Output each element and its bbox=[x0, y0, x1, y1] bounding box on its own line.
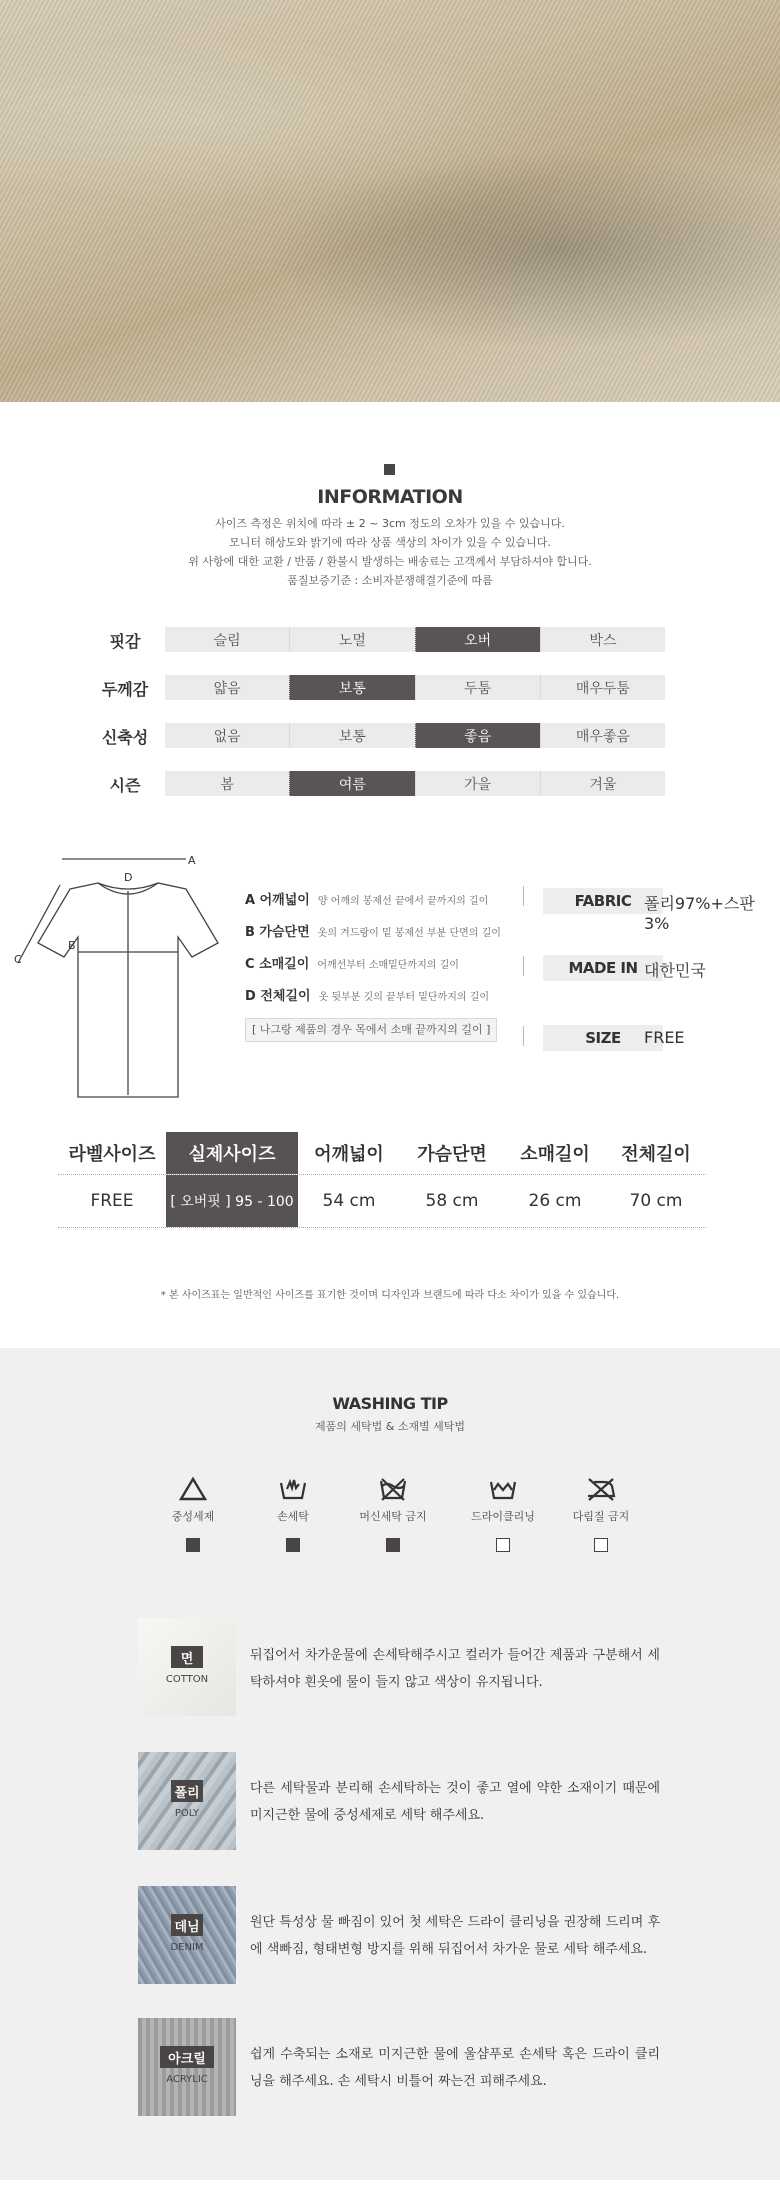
table-cell: FREE bbox=[90, 1191, 134, 1211]
size-footnote: * 본 사이즈표는 일반적인 사이즈를 표기한 것이며 디자인과 브랜드에 따라 다소 차이가 있을 수 있습니다. bbox=[160, 1290, 620, 1301]
size-table bbox=[58, 1132, 706, 1228]
fabric-badge: 데님 bbox=[171, 1914, 203, 1936]
feel-option: 가을 bbox=[415, 771, 540, 796]
table-cell: 26 cm bbox=[528, 1191, 582, 1211]
table-row bbox=[58, 1175, 706, 1228]
label-b: B bbox=[68, 939, 76, 952]
spec-label-madein: MADE IN bbox=[543, 955, 663, 981]
feel-row bbox=[165, 723, 665, 748]
feel-option: 보통 bbox=[289, 723, 414, 748]
table-header-cell: 가슴단면 bbox=[417, 1144, 487, 1165]
spec-label-fabric: FABRIC bbox=[543, 888, 663, 914]
wash-item-detergent bbox=[148, 1476, 238, 1552]
no-machine-wash-icon bbox=[378, 1476, 408, 1502]
feel-option: 매우두툼 bbox=[540, 675, 665, 700]
spec-label-size: SIZE bbox=[543, 1025, 663, 1051]
wash-label: 중성세제 bbox=[171, 1510, 215, 1523]
divider bbox=[523, 886, 524, 906]
feel-option: 겨울 bbox=[540, 771, 665, 796]
feel-option: 좋음 bbox=[415, 723, 540, 748]
wash-item-dryclean bbox=[458, 1476, 548, 1552]
feel-option: 봄 bbox=[220, 776, 234, 793]
table-header-cell: 어깨넓이 bbox=[314, 1144, 384, 1165]
feel-row bbox=[165, 675, 665, 700]
wash-label: 드라이클리닝 bbox=[471, 1510, 535, 1523]
fabric-tip-cotton: 뒤집어서 차가운물에 손세탁해주시고 컬러가 들어간 제품과 구분해서 세탁하셔야 흰옷에 물이 들지 않고 색상이 유지됩니다. bbox=[250, 1648, 660, 1690]
size-table-header bbox=[58, 1132, 706, 1175]
feel-row bbox=[165, 627, 665, 652]
feel-row-label: 시즌 bbox=[109, 776, 141, 795]
fabric-tip-poly: 다른 세탁물과 분리해 손세탁하는 것이 좋고 열에 약한 소재이기 때문에 미지근한 물에 중성세제로 세탁 해주세요. bbox=[250, 1781, 660, 1823]
checkbox bbox=[286, 1538, 300, 1552]
info-line: 모니터 해상도와 밝기에 따라 상품 색상의 차이가 있을 수 있습니다. bbox=[229, 536, 551, 549]
feel-row-label: 핏감 bbox=[109, 632, 141, 651]
fabric-en-label: POLY bbox=[174, 1808, 200, 1819]
fabric-badge: 아크릴 bbox=[160, 2046, 214, 2068]
wash-label: 다림질 금지 bbox=[572, 1510, 630, 1523]
fabric-en-label: COTTON bbox=[165, 1674, 209, 1685]
table-header-cell: 라벨사이즈 bbox=[68, 1144, 156, 1165]
divider bbox=[523, 1026, 524, 1046]
wash-item-noiron bbox=[556, 1476, 646, 1552]
feel-option: 두툼 bbox=[415, 675, 540, 700]
size-desc-a: A 어깨넓이 양 어깨의 봉제선 끝에서 끝까지의 길이 bbox=[245, 893, 489, 908]
feel-row-label: 신축성 bbox=[101, 728, 149, 747]
label-a: A bbox=[188, 854, 196, 867]
info-line: 위 사항에 대한 교환 / 반품 / 환불시 발생하는 배송료는 고객께서 부담하셔야 합니다. bbox=[188, 555, 592, 568]
feel-option: 박스 bbox=[540, 627, 665, 652]
fabric-swatch-denim bbox=[138, 1886, 236, 1984]
info-line: 사이즈 측정은 위치에 따라 ± 2 ~ 3cm 정도의 오차가 있을 수 있습니다. bbox=[215, 517, 565, 530]
size-desc-d: D 전체길이 옷 뒷부분 깃의 끝부터 밑단까지의 길이 bbox=[245, 989, 490, 1004]
table-cell: 54 cm bbox=[322, 1191, 376, 1211]
fabric-swatch-acrylic bbox=[138, 2018, 236, 2116]
feel-option: 얇음 bbox=[213, 680, 241, 697]
size-desc-c: C 소매길이 어깨선부터 소매밑단까지의 길이 bbox=[245, 957, 459, 972]
feel-row-label: 두께감 bbox=[101, 680, 149, 699]
table-cell: 70 cm bbox=[629, 1191, 683, 1211]
wash-label: 손세탁 bbox=[277, 1510, 309, 1523]
fabric-badge: 폴리 bbox=[171, 1780, 203, 1802]
dry-clean-icon bbox=[488, 1476, 518, 1502]
info-line: 품질보증기준 : 소비자분쟁해결기준에 따름 bbox=[287, 574, 493, 587]
spec-value-size: FREE bbox=[644, 1028, 685, 1047]
table-header-cell: 전체길이 bbox=[621, 1144, 691, 1165]
feel-row bbox=[165, 771, 665, 796]
checkbox bbox=[386, 1538, 400, 1552]
table-header-cell: 실제사이즈 bbox=[166, 1132, 298, 1174]
washing-title: WASHING TIP bbox=[332, 1394, 448, 1413]
triangle-icon bbox=[178, 1476, 208, 1502]
table-cell: [ 오버핏 ] 95 - 100 bbox=[166, 1175, 298, 1227]
spec-value-fabric: 폴리97%+스판3% bbox=[644, 894, 755, 933]
fabric-en-label: DENIM bbox=[170, 1942, 204, 1953]
tshirt-size-diagram bbox=[0, 845, 240, 1110]
wash-item-hand bbox=[248, 1476, 338, 1552]
fabric-swatch-poly bbox=[138, 1752, 236, 1850]
square-icon bbox=[384, 464, 395, 475]
fabric-closeup-image bbox=[0, 0, 780, 402]
checkbox bbox=[594, 1538, 608, 1552]
fabric-swatch-cotton bbox=[138, 1618, 236, 1716]
feel-option: 여름 bbox=[289, 771, 414, 796]
label-d: D bbox=[124, 871, 133, 884]
fabric-tip-denim: 원단 특성상 물 빠짐이 있어 첫 세탁은 드라이 클리닝을 권장해 드리며 후에 색빠짐, 형태변형 방지를 위해 뒤집어서 차가운 물로 세탁 해주세요. bbox=[250, 1915, 660, 1957]
no-iron-icon bbox=[584, 1476, 618, 1502]
wash-item-nomachine bbox=[348, 1476, 438, 1552]
feel-option: 노멀 bbox=[289, 627, 414, 652]
checkbox bbox=[186, 1538, 200, 1552]
feel-option: 매우좋음 bbox=[540, 723, 665, 748]
feel-option: 오버 bbox=[415, 627, 540, 652]
washing-subtitle: 제품의 세탁법 & 소재별 세탁법 bbox=[314, 1420, 466, 1433]
fabric-tip-acrylic: 쉽게 수축되는 소재로 미지근한 물에 울샴푸로 손세탁 혹은 드라이 클리닝을 해주세요. 손 세탁시 비틀어 짜는건 피해주세요. bbox=[250, 2047, 660, 2089]
divider bbox=[523, 956, 524, 976]
info-title: INFORMATION bbox=[317, 486, 463, 508]
size-desc-b: B 가슴단면 옷의 겨드랑이 밑 봉제선 부분 단면의 길이 bbox=[245, 925, 501, 940]
feel-option: 없음 bbox=[213, 728, 241, 745]
table-cell: 58 cm bbox=[425, 1191, 479, 1211]
wash-label: 머신세탁 금지 bbox=[359, 1510, 427, 1523]
label-c: C bbox=[14, 953, 22, 966]
fabric-badge: 면 bbox=[171, 1646, 203, 1668]
feel-option: 슬림 bbox=[213, 632, 241, 649]
spec-value-madein: 대한민국 bbox=[644, 961, 706, 980]
hand-wash-icon bbox=[278, 1476, 308, 1502]
raglan-note: [ 나그랑 제품의 경우 목에서 소매 끝까지의 길이 ] bbox=[245, 1018, 497, 1042]
feel-option: 보통 bbox=[289, 675, 414, 700]
fabric-en-label: ACRYLIC bbox=[166, 2074, 208, 2085]
checkbox bbox=[496, 1538, 510, 1552]
table-header-cell: 소매길이 bbox=[520, 1144, 590, 1165]
